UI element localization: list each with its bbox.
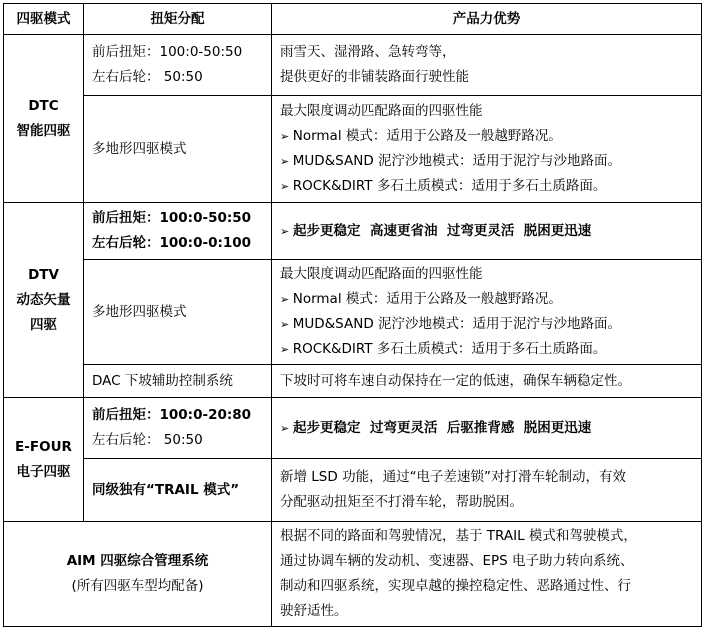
advantage-cell <box>272 35 702 96</box>
advantage-line: 分配驱动扭矩至不打滑车轮，帮助脱困。 <box>280 494 523 510</box>
advantage-cell <box>272 260 702 365</box>
aim-title: AIM 四驱综合管理系统 <box>66 553 209 569</box>
aim-cell <box>4 522 272 627</box>
torque-line: 前后扭矩：100:0-50:50 <box>92 44 243 60</box>
advantage-line: 根据不同的路面和驾驶情况，基于 TRAIL 模式和驾驶模式， <box>280 528 637 544</box>
advantage-cell <box>272 398 702 459</box>
torque-cell <box>84 35 272 96</box>
mode-label: 动态矢量 <box>16 291 71 308</box>
table-header-row <box>4 4 702 35</box>
advantage-bullet: ➢ 起步更稳定 过弯更灵活 后驱推背感 脱困更迅速 <box>280 416 693 441</box>
four-wheel-drive-table <box>3 3 702 627</box>
advantage-bullet: ➢ MUD&SAND 泥泞沙地模式：适用于泥泞与沙地路面。 <box>280 149 693 174</box>
mode-label: 四驱 <box>30 316 57 333</box>
torque-line: 前后扭矩：100:0-20:80 <box>92 407 252 423</box>
torque-line: 前后扭矩：100:0-50:50 <box>92 210 252 226</box>
advantage-cell <box>272 96 702 203</box>
advantage-line: 驶舒适性。 <box>280 603 348 619</box>
mode-cell-dtc <box>4 35 84 203</box>
advantage-line: 雨雪天、湿滑路、急转弯等， <box>280 44 456 60</box>
torque-cell <box>84 398 272 459</box>
torque-cell <box>84 203 272 260</box>
table-row <box>4 459 702 522</box>
advantage-line: 最大限度调动匹配路面的四驱性能 <box>280 266 483 282</box>
advantage-bullet: ➢ 起步更稳定 高速更省油 过弯更灵活 脱困更迅速 <box>280 219 693 244</box>
advantage-bullet: ➢ MUD&SAND 泥泞沙地模式：适用于泥泞与沙地路面。 <box>280 312 693 337</box>
advantage-cell: 下坡时可将车速自动保持在一定的低速，确保车辆稳定性。 <box>272 365 702 398</box>
table-row <box>4 96 702 203</box>
torque-cell: 多地形四驱模式 <box>84 96 272 203</box>
mode-label: DTV <box>28 266 59 283</box>
torque-line: 左右后轮： 50:50 <box>92 69 203 85</box>
advantage-line: 新增 LSD 功能，通过“电子差速锁”对打滑车轮制动，有效 <box>280 469 627 485</box>
advantage-line: 制动和四驱系统，实现卓越的操控稳定性、恶路通过性、行 <box>280 578 631 594</box>
advantage-line: 最大限度调动匹配路面的四驱性能 <box>280 103 483 119</box>
torque-cell: DAC 下坡辅助控制系统 <box>84 365 272 398</box>
mode-label: E-FOUR <box>15 438 72 455</box>
table-row <box>4 260 702 365</box>
table-row <box>4 365 702 398</box>
table-row <box>4 203 702 260</box>
header-advantage: 产品力优势 <box>272 4 702 35</box>
torque-line: 左右后轮： 50:50 <box>92 432 203 448</box>
table-row <box>4 522 702 627</box>
header-torque: 扭矩分配 <box>84 4 272 35</box>
mode-cell-dtv <box>4 203 84 398</box>
mode-label: 智能四驱 <box>16 122 71 139</box>
advantage-cell <box>272 459 702 522</box>
table-row <box>4 398 702 459</box>
advantage-bullet: ➢ ROCK&DIRT 多石土质模式：适用于多石土质路面。 <box>280 337 693 362</box>
mode-label: DTC <box>28 97 59 114</box>
mode-cell-efour <box>4 398 84 522</box>
advantage-line: 通过协调车辆的发动机、变速器、EPS 电子助力转向系统、 <box>280 553 634 569</box>
aim-note: (所有四驱车型均配备) <box>71 578 204 594</box>
advantage-bullet: ➢ ROCK&DIRT 多石土质模式：适用于多石土质路面。 <box>280 174 693 199</box>
torque-line: 左右后轮：100:0-0:100 <box>92 235 252 251</box>
torque-cell: 同级独有“TRAIL 模式” <box>84 459 272 522</box>
mode-label: 电子四驱 <box>16 463 71 480</box>
advantage-bullet: ➢ Normal 模式：适用于公路及一般越野路况。 <box>280 124 693 149</box>
advantage-line: 提供更好的非铺装路面行驶性能 <box>280 69 469 85</box>
advantage-bullet: ➢ Normal 模式：适用于公路及一般越野路况。 <box>280 287 693 312</box>
header-mode: 四驱模式 <box>4 4 84 35</box>
torque-cell: 多地形四驱模式 <box>84 260 272 365</box>
advantage-cell <box>272 203 702 260</box>
table-row <box>4 35 702 96</box>
advantage-cell <box>272 522 702 627</box>
